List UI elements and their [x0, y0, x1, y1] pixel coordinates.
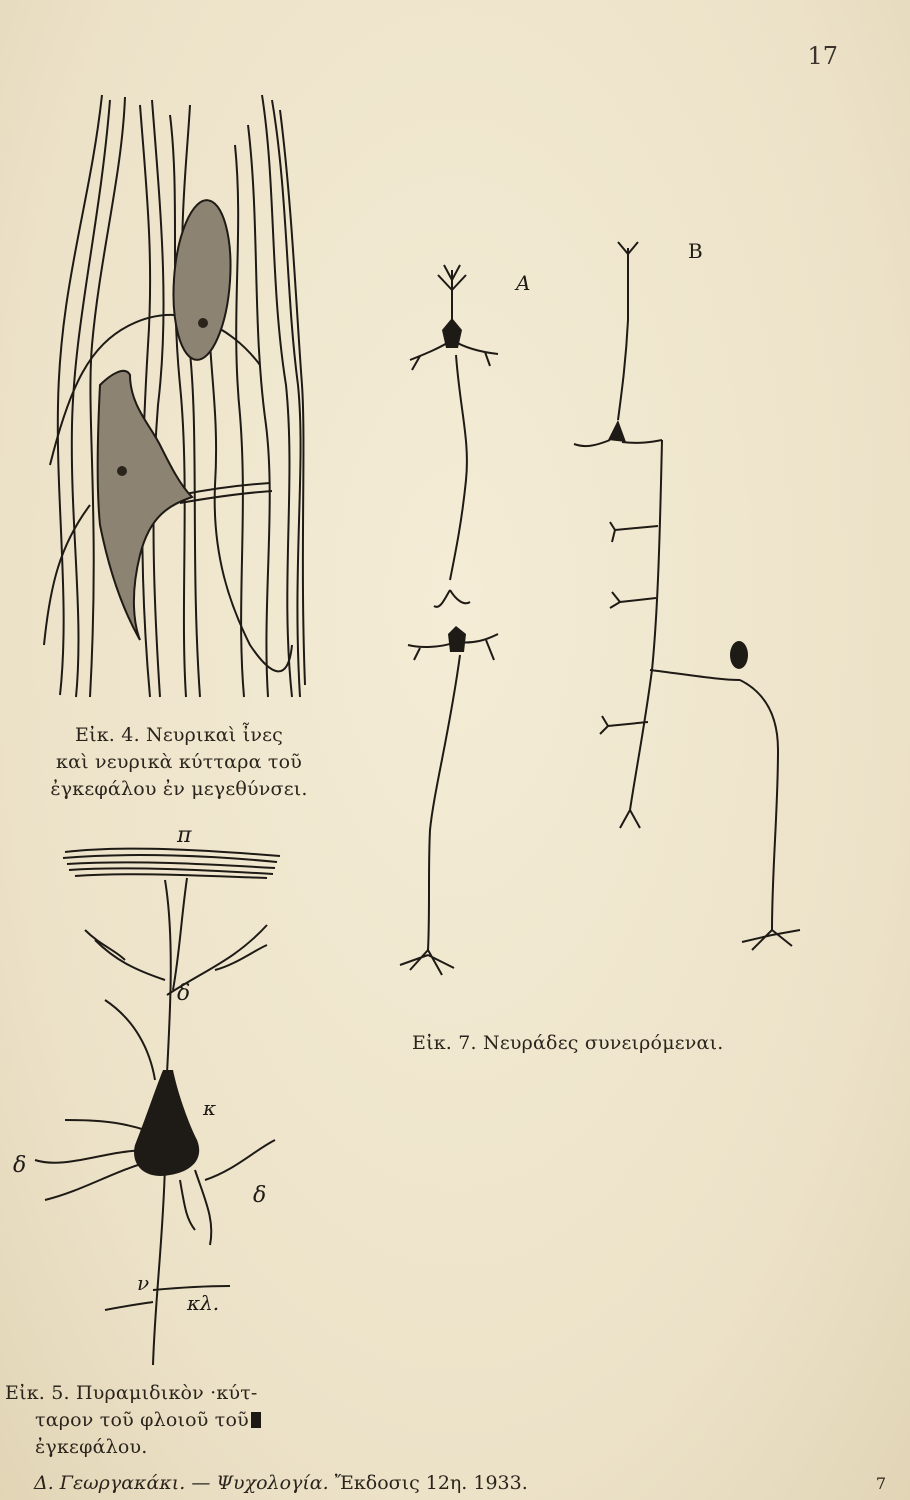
- label-kappa: κ: [203, 1096, 217, 1120]
- figure-4-caption-line: καὶ νευρικὰ κύτταρα τοῦ: [56, 751, 302, 773]
- label-nu: ν: [137, 1271, 150, 1295]
- figure-7-illustration: [390, 230, 820, 1010]
- figure-5-caption: [5, 1380, 305, 1461]
- figure-4-caption-line: Εἰκ. 4. Νευρικαὶ ἶνες: [75, 724, 283, 746]
- footer-mark: 7: [875, 1474, 886, 1493]
- label-delta-top: δ: [177, 981, 191, 1006]
- ink-blot-icon: [251, 1412, 261, 1428]
- page-footer: [34, 1472, 894, 1494]
- label-B: Β: [688, 239, 703, 263]
- label-delta-left: δ: [13, 1153, 27, 1178]
- label-kappa-lambda: κλ.: [187, 1291, 220, 1315]
- footer-edition: Ἔκδοσις 12η. 1933.: [334, 1472, 528, 1494]
- label-delta-right: δ: [253, 1183, 267, 1208]
- label-pi: π: [177, 823, 192, 848]
- footer-author: Δ. Γεωργακάκι.: [34, 1472, 186, 1494]
- figure-5-caption-line-wrap: [5, 1407, 305, 1434]
- label-A: Α: [516, 271, 531, 295]
- figure-7-caption: Εἰκ. 7. Νευράδες συνειρόμεναι.: [412, 1032, 724, 1054]
- figure-5-illustration: [5, 820, 305, 1370]
- footer-title: — Ψυχολογία.: [185, 1472, 335, 1494]
- figure-5-caption-line: ταρον τοῦ φλοιοῦ τοῦ: [35, 1409, 249, 1431]
- figure-5-caption-line: ἐγκεφάλου.: [35, 1436, 148, 1458]
- figure-4-illustration: [30, 85, 310, 710]
- figure-4-caption: [44, 722, 314, 803]
- figure-4-caption-line: ἐγκεφάλου ἐν μεγεθύνσει.: [50, 778, 308, 800]
- page-number: 17: [807, 42, 838, 70]
- figure-5-caption-line: Εἰκ. 5. Πυραμιδικὸν ·κύτ-: [5, 1382, 258, 1404]
